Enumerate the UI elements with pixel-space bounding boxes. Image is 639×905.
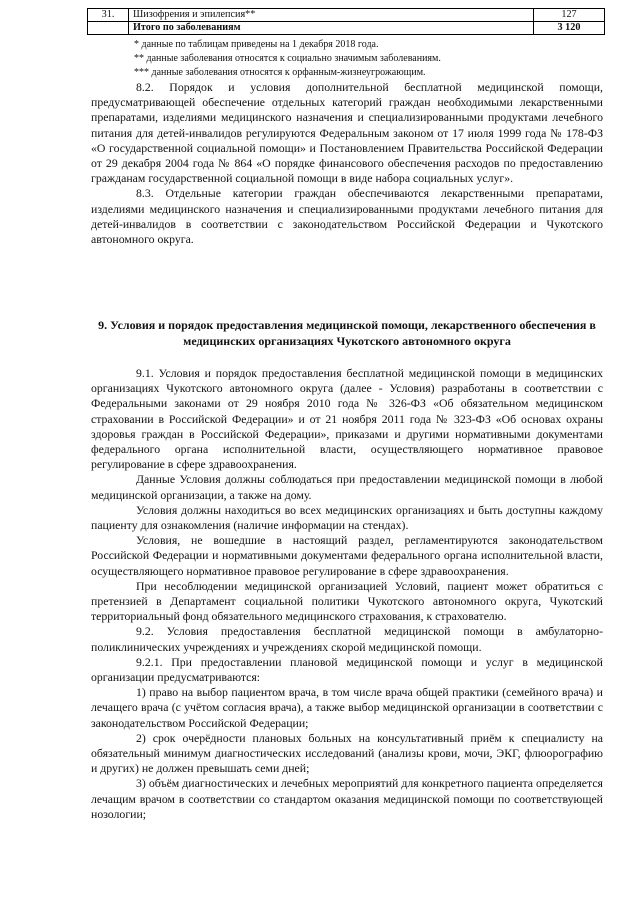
row-number-empty bbox=[88, 22, 129, 35]
section-9-text bbox=[91, 366, 603, 822]
footnote: *** данные заболевания относятся к орфанным-жизнеугрожающим. bbox=[134, 67, 426, 78]
row-number: 31. bbox=[88, 9, 129, 22]
paragraph: Данные Условия должны соблюдаться при предоставлении медицинской помощи в любой медицинской организации, а также на дому. bbox=[91, 472, 603, 502]
section-9-heading: 9. Условия и порядок предоставления медицинской помощи, лекарственного обеспечения в медицинских организациях Чукотского автономного округа bbox=[98, 318, 596, 348]
paragraph: 9.1. Условия и порядок предоставления бесплатной медицинской помощи в медицинских организациях Чукотского автономного округа (далее - Условия) разработаны в соответствии с Федеральными законами от 29 ноября 2010 года № 326-ФЗ «Об обязательном медицинском страховании в Российской Федерации» и от 21 ноября 2011 года № 323-ФЗ «Об основах охраны здоровья граждан в Российской Федерации», приказами и другими нормативными документами федерального органа исполнительной власти, осуществляющего нормативное правовое регулирование в сфере здравоохранения. bbox=[91, 366, 603, 472]
paragraph: 3) объём диагностических и лечебных мероприятий для конкретного пациента определяется лечащим врачом в соответствии со стандартом оказания медицинской помощи по соответствующей нозологии; bbox=[91, 776, 603, 821]
paragraph: При несоблюдении медицинской организацией Условий, пациент может обратиться с претензией в Департамент социальной политики Чукотского автономного округа, Чукотский территориальный фонд обязательного медицинского страхования, к страхователю. bbox=[91, 578, 603, 624]
paragraph: Условия, не вошедшие в настоящий раздел, регламентируются законодательством Российской Федерации и нормативными документами федерального органа исполнительной власти, осуществляющего нормативное правовое регулирование в сфере здравоохранения. bbox=[91, 533, 603, 578]
paragraph: 9.2.1. При предоставлении плановой медицинской помощи и услуг в медицинской организации предусматриваются: bbox=[91, 654, 603, 685]
paragraph: 1) право на выбор пациентом врача, в том числе врача общей практики (семейного врача) и лечащего врача (с учётом согласия врача), а также выбор медицинской организации в соответствии с законодательством Российской Федерации; bbox=[91, 685, 603, 730]
table-row bbox=[88, 9, 605, 22]
total-value: 3 120 bbox=[534, 22, 605, 35]
footnote: * данные по таблицам приведены на 1 декабря 2018 года. bbox=[134, 39, 379, 50]
footnote: ** данные заболевания относятся к социально значимым заболеваниям. bbox=[134, 53, 441, 64]
paragraph: 8.3. Отдельные категории граждан обеспечиваются лекарственными препаратами, изделиями медицинского назначения и специализированными продуктами лечебного питания для детей-инвалидов в соответствии с законодательством Российской Федерации и Чукотского автономного округа. bbox=[91, 186, 603, 247]
paragraph: 9.2. Условия предоставления бесплатной медицинской помощи в амбулаторно-поликлинических учреждениях и учреждениях скорой медицинской помощи. bbox=[91, 624, 603, 654]
total-label: Итого по заболеваниям bbox=[129, 22, 534, 35]
table-total-row bbox=[88, 22, 605, 35]
paragraph: 2) срок очерёдности плановых больных на консультативный приём к специалисту на обязательный минимум диагностических исследований (анализы крови, мочи, ЭКГ, флюорографию и других) не должен превышать семи дней; bbox=[91, 730, 603, 776]
section-8-text bbox=[91, 80, 603, 247]
paragraph: Условия должны находиться во всех медицинских организациях и быть доступны каждому пациенту для ознакомления (наличие информации на стендах). bbox=[91, 502, 603, 533]
disease-table bbox=[87, 8, 605, 35]
footnotes bbox=[134, 38, 441, 80]
disease-name: Шизофрения и эпилепсия** bbox=[129, 9, 534, 22]
paragraph: 8.2. Порядок и условия дополнительной бесплатной медицинской помощи, предусматривающей обеспечение отдельных категорий граждан необходимыми лекарственными препаратами, изделиями медицинского назначения и специализированными продуктами лечебного питания для детей-инвалидов регулируются Федеральным законом от 17 июля 1999 года № 178-ФЗ «О государственной социальной помощи» и Постановлением Правительства Российской Федерации от 29 декабря 2004 года № 864 «О порядке финансового обеспечения расходов по предоставлению гражданам государственной социальной помощи в виде набора социальных услуг». bbox=[91, 80, 603, 186]
disease-count: 127 bbox=[534, 9, 605, 22]
